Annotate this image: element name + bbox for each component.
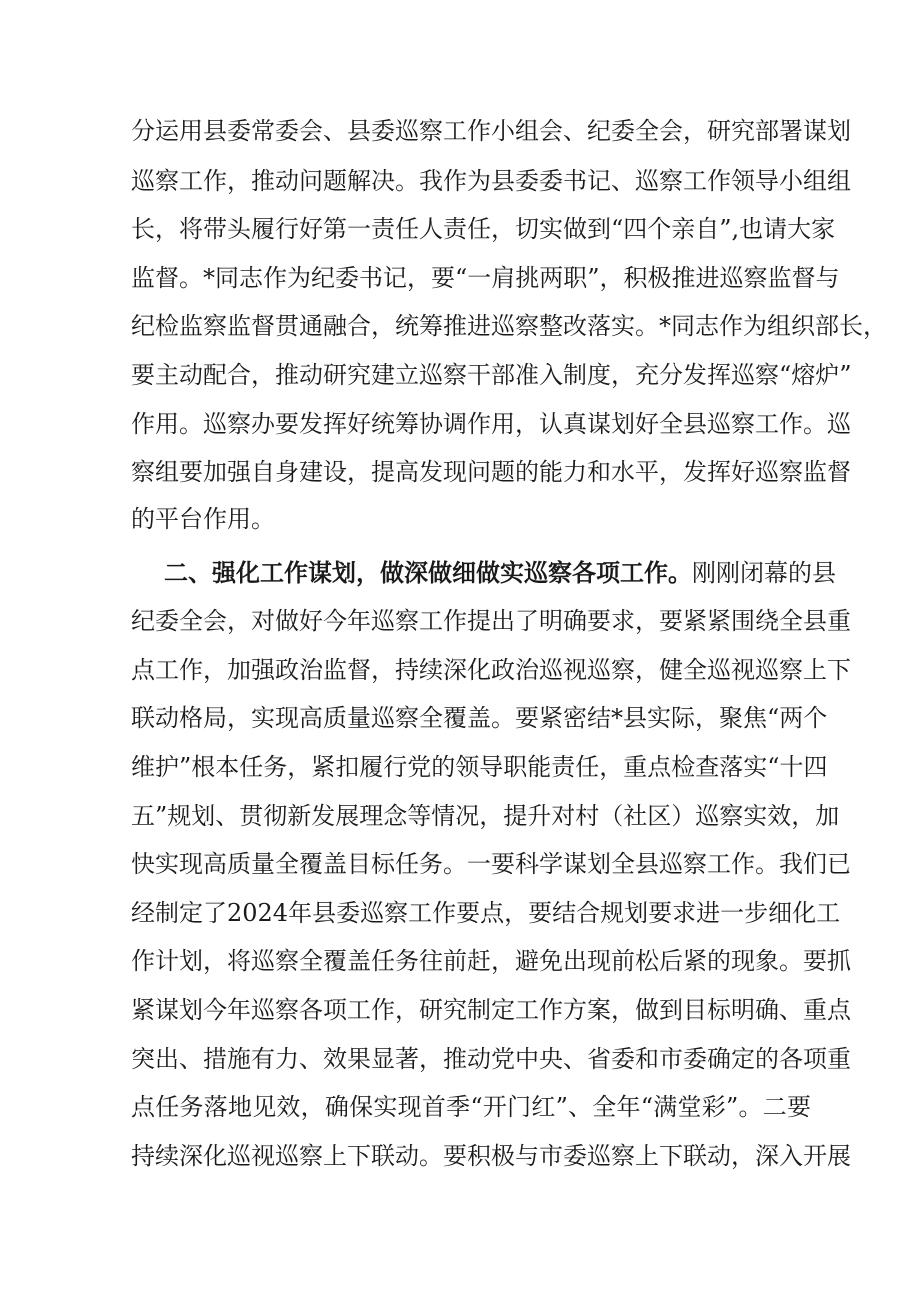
paragraph-1-line-9: 的平台作用。	[131, 505, 275, 533]
paragraph-2-line-4: 联动格局，实现高质量巡察全覆盖。要紧密结*县实际，聚焦“两个	[131, 704, 828, 732]
paragraph-2-line-1	[164, 553, 836, 593]
paragraph-1-line-6: 要主动配合，推动研究建立巡察干部准入制度，充分发挥巡察“熔炉”	[131, 361, 852, 389]
paragraph-2-line-13: 持续深化巡视巡察上下联动。要积极与市委巡察上下联动，深入开展	[131, 1142, 851, 1170]
paragraph-2-line-6: 五”规划、贯彻新发展理念等情况，提升对村（社区）巡察实效，加	[131, 802, 840, 830]
paragraph-2-line-11: 突出、措施有力、效果显著，推动党中央、省委和市委确定的各项重	[131, 1045, 851, 1073]
paragraph-1-line-5: 纪检监察监督贯通融合，统筹推进巡察整改落实。*同志作为组织部长，	[131, 312, 887, 340]
paragraph-2-line-5: 维护”根本任务，紧扣履行党的领导职能责任，重点检查落实“十四	[131, 753, 828, 781]
paragraph-1-line-8: 察组要加强自身建设，提高发现问题的能力和水平，发挥好巡察监督	[131, 458, 851, 486]
paragraph-2-line-8: 经制定了2024年县委巡察工作要点，要结合规划要求进一步细化工	[131, 899, 841, 927]
paragraph-1-line-7: 作用。巡察办要发挥好统筹协调作用，认真谋划好全县巡察工作。巡	[131, 410, 851, 438]
paragraph-2-line-7: 快实现高质量全覆盖目标任务。一要科学谋划全县巡察工作。我们已	[131, 850, 851, 878]
paragraph-1-line-4: 监督。*同志作为纪委书记，要“一肩挑两职”，积极推进巡察监督与	[131, 264, 840, 292]
paragraph-1-line-1: 分运用县委常委会、县委巡察工作小组会、纪委全会，研究部署谋划	[131, 117, 851, 145]
paragraph-1-line-3: 长，将带头履行好第一责任人责任，切实做到“四个亲自”,也请大家	[131, 215, 836, 243]
paragraph-2-line-1-rest: 刚刚闭幕的县	[692, 559, 836, 587]
section-heading: 二、强化工作谋划，做深做细做实巡察各项工作。	[164, 558, 692, 587]
paragraph-2-line-12: 点任务落地见效，确保实现首季“开门红”、全年“满堂彩”。二要	[131, 1093, 811, 1121]
paragraph-2-line-9: 作计划，将巡察全覆盖任务往前赶，避免出现前松后紧的现象。要抓	[131, 947, 851, 975]
paragraph-2-line-10: 紧谋划今年巡察各项工作，研究制定工作方案，做到目标明确、重点	[131, 996, 851, 1024]
paragraph-2-line-3: 点工作，加强政治监督，持续深化政治巡视巡察，健全巡视巡察上下	[131, 656, 851, 684]
paragraph-2-line-2: 纪委全会，对做好今年巡察工作提出了明确要求，要紧紧围绕全县重	[131, 607, 851, 635]
paragraph-1-line-2: 巡察工作，推动问题解决。我作为县委委书记、巡察工作领导小组组	[131, 167, 851, 195]
